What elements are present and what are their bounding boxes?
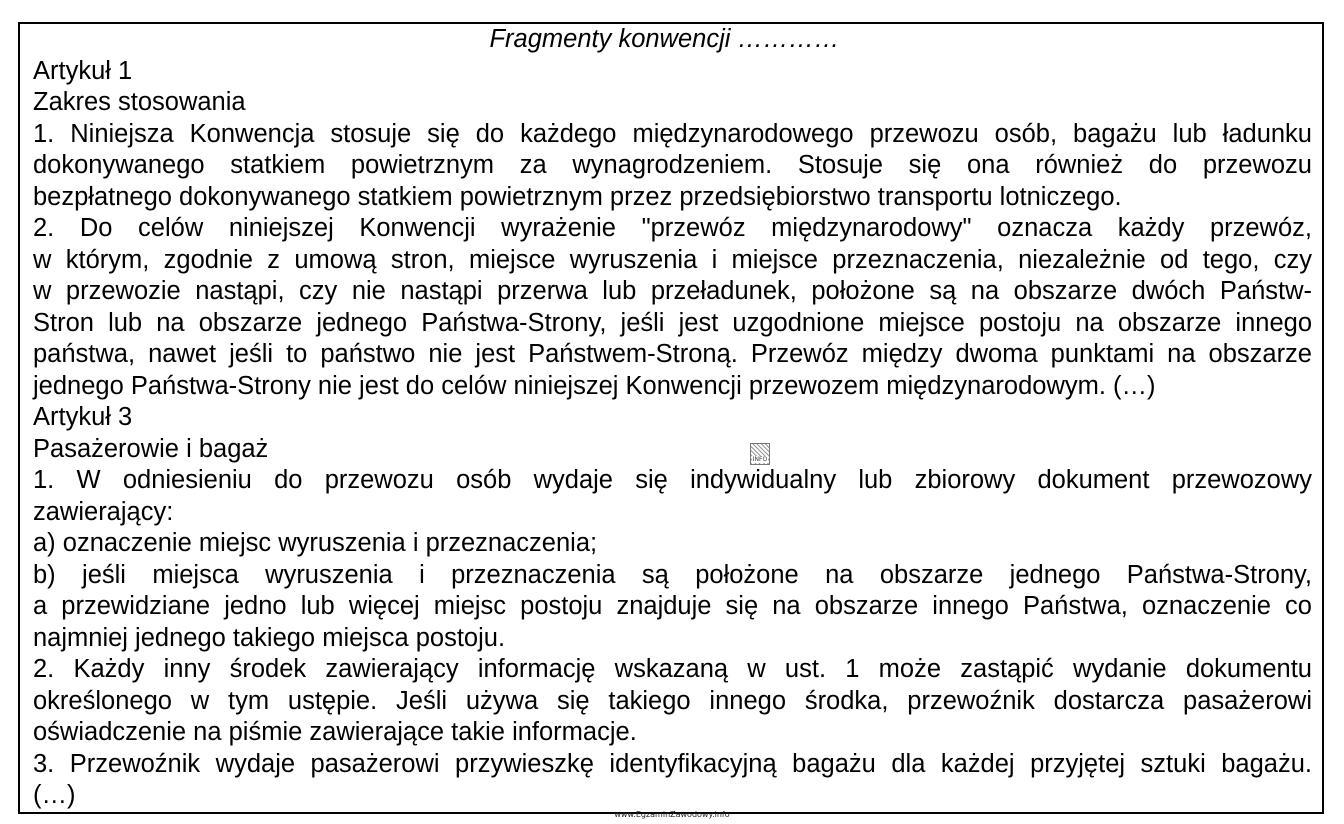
article-1-subtitle: Zakres stosowania: [33, 88, 246, 116]
text-line: w którym, zgodnie z umową stron, miejsce wyruszenia i miejsce przeznaczenia, niezależnie od tego, czy: [33, 245, 1312, 274]
info-stamp-label: INFO: [752, 456, 768, 463]
text-line: Stron lub na obszarze jednego Państwa-Strony, jeśli jest uzgodnione miejsce postoju na obszarze innego: [33, 308, 1312, 337]
text-line: 2. Do celów niniejszej Konwencji wyrażenie "przewóz międzynarodowy" oznacza każdy przewóz,: [33, 214, 1312, 242]
text-line: b) jeśli miejsca wyruszenia i przeznaczenia są położone na obszarze jednego Państwa-Strony,: [33, 560, 1312, 589]
article-1-heading: Artykuł 1: [33, 56, 133, 85]
text-line: zawierający:: [33, 497, 174, 526]
text-line: 3. Przewoźnik wydaje pasażerowi przywieszkę identyfikacyjną bagażu dla każdej przyjętej sztuki bagażu.: [33, 749, 1312, 778]
text-line: 2. Każdy inny środek zawierający informację wskazaną w ust. 1 może zastąpić wydanie dokumentu: [33, 655, 1312, 683]
text-line: a) oznaczenie miejsc wyruszenia i przeznaczenia;: [33, 529, 598, 557]
text-line: a przewidziane jedno lub więcej miejsc postoju znajduje się na obszarze innego Państwa, oznaczenie co: [33, 592, 1312, 620]
text-line: jednego Państwa-Strony nie jest do celów niniejszej Konwencji przewozem międzynarodowym. (…): [33, 371, 1156, 400]
text-line: dokonywanego statkiem powietrznym za wynagrodzeniem. Stosuje się ona również do przewozu: [33, 151, 1312, 179]
watermark-footer: www.EgzaminZawodowy.info: [614, 810, 730, 819]
document-title: Fragmenty konwencji …………: [489, 25, 840, 53]
text-line: oświadczenie na piśmie zawierające takie informacje.: [33, 718, 637, 746]
article-3-subtitle: Pasażerowie i bagaż: [33, 434, 269, 463]
text-line: państwa, nawet jeśli to państwo nie jest Państwem-Stroną. Przewóz między dwoma punktami na obszarze: [33, 340, 1312, 368]
text-line: 1. Niniejsza Konwencja stosuje się do każdego międzynarodowego przewozu osób, bagażu lub ładunku: [33, 119, 1312, 148]
text-line: najmniej jednego takiego miejsca postoju.: [33, 623, 506, 652]
article-3-heading: Artykuł 3: [33, 403, 133, 431]
text-line: bezpłatnego dokonywanego statkiem powietrznym przez przedsiębiorstwo transportu lotniczego.: [33, 182, 1122, 211]
text-line: 1. W odniesieniu do przewozu osób wydaje się indywidualny lub zbiorowy dokument przewozowy: [33, 466, 1312, 494]
text-line: określonego w tym ustępie. Jeśli używa się takiego innego środka, przewoźnik dostarcza pasażerowi: [33, 686, 1312, 715]
document-body: [33, 24, 1312, 812]
info-stamp-icon: [750, 443, 770, 465]
text-line: w przewozie nastąpi, czy nie nastąpi przerwa lub przeładunek, położone są na obszarze dwóch Państw-: [33, 277, 1312, 305]
text-line: (…): [33, 781, 76, 809]
